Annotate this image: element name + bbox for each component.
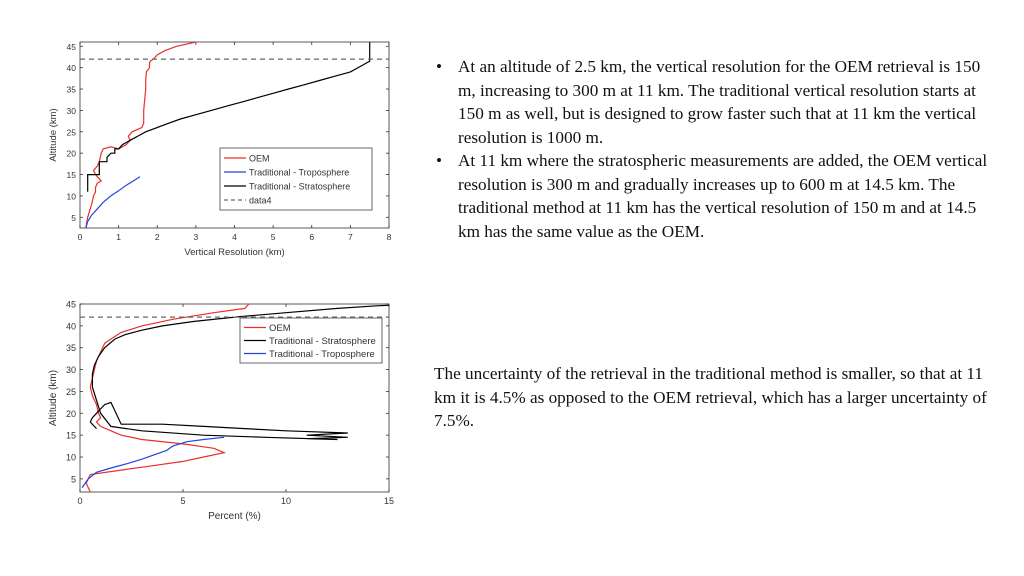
y-tick-label: 10 (65, 452, 76, 463)
legend-label: OEM (249, 153, 270, 164)
x-tick-label: 2 (154, 232, 160, 242)
bullet-list (434, 55, 994, 243)
legend (220, 148, 372, 210)
y-tick-label: 5 (71, 212, 76, 223)
legend-label: Traditional - Troposphere (249, 167, 350, 178)
x-tick-label: 10 (280, 496, 292, 506)
bullet-item-1: • At an altitude of 2.5 km, the vertical resolution for the OEM retrieval is 150 m, increasing to 300 m at 11 km. The traditional vertical resolution starts at 150 m as well, but is designed to grow faster such that at 11 km the vertical resolution is 1000 m. (434, 55, 994, 149)
x-tick-label: 6 (309, 232, 315, 242)
bullet-item-2: • At 11 km where the stratospheric measurements are added, the OEM vertical resolution is 300 m and gradually increases up to 600 m at 14.5 km. The traditional method at 11 km has the vertical resolution of 150 m and at 14.5 km has the same value as the OEM. (434, 149, 994, 243)
x-tick-label: 5 (180, 496, 186, 506)
legend-label: data4 (249, 195, 272, 206)
x-tick-label: 7 (348, 232, 353, 242)
x-tick-label: 4 (232, 232, 237, 242)
x-tick-label: 15 (383, 496, 395, 506)
y-tick-label: 15 (65, 430, 76, 441)
x-tick-label: 0 (77, 496, 83, 506)
y-tick-label: 10 (66, 191, 76, 202)
x-tick-label: 3 (193, 232, 199, 242)
legend-box (220, 148, 372, 210)
y-tick-label: 30 (65, 365, 76, 376)
legend (240, 318, 382, 363)
y-tick-label: 5 (70, 474, 76, 485)
y-tick-label: 20 (66, 148, 76, 159)
y-tick-label: 45 (65, 299, 76, 310)
y-tick-label: 30 (66, 105, 76, 116)
y-tick-label: 35 (65, 343, 76, 354)
vertical-resolution-chart (40, 36, 410, 266)
y-tick-label: 25 (65, 386, 76, 397)
x-tick-label: 8 (386, 232, 392, 242)
uncertainty-percent-chart (40, 296, 410, 530)
x-axis-label: Percent (%) (208, 511, 261, 522)
x-axis-label: Vertical Resolution (km) (184, 247, 285, 258)
legend-label: Traditional - Stratosphere (269, 336, 376, 347)
y-tick-label: 25 (66, 127, 76, 138)
y-axis-label: Altitude (km) (48, 108, 59, 162)
y-tick-label: 45 (66, 41, 76, 52)
x-tick-label: 1 (116, 232, 121, 242)
y-axis-label: Altitude (km) (48, 369, 59, 427)
legend-label: OEM (269, 323, 291, 334)
y-tick-label: 20 (65, 408, 76, 419)
uncertainty-paragraph: The uncertainty of the retrieval in the traditional method is smaller, so that at 11 km it is 4.5% as opposed to the OEM retrieval, which has a larger uncertainty of 7.5%. (434, 364, 987, 430)
x-tick-label: 5 (270, 232, 276, 242)
y-tick-label: 40 (65, 321, 76, 332)
x-tick-label: 0 (77, 232, 83, 242)
y-tick-label: 40 (66, 63, 76, 74)
legend-label: Traditional - Troposphere (269, 349, 375, 360)
y-tick-label: 35 (66, 84, 76, 95)
legend-label: Traditional - Stratosphere (249, 181, 351, 192)
y-tick-label: 15 (66, 170, 76, 181)
